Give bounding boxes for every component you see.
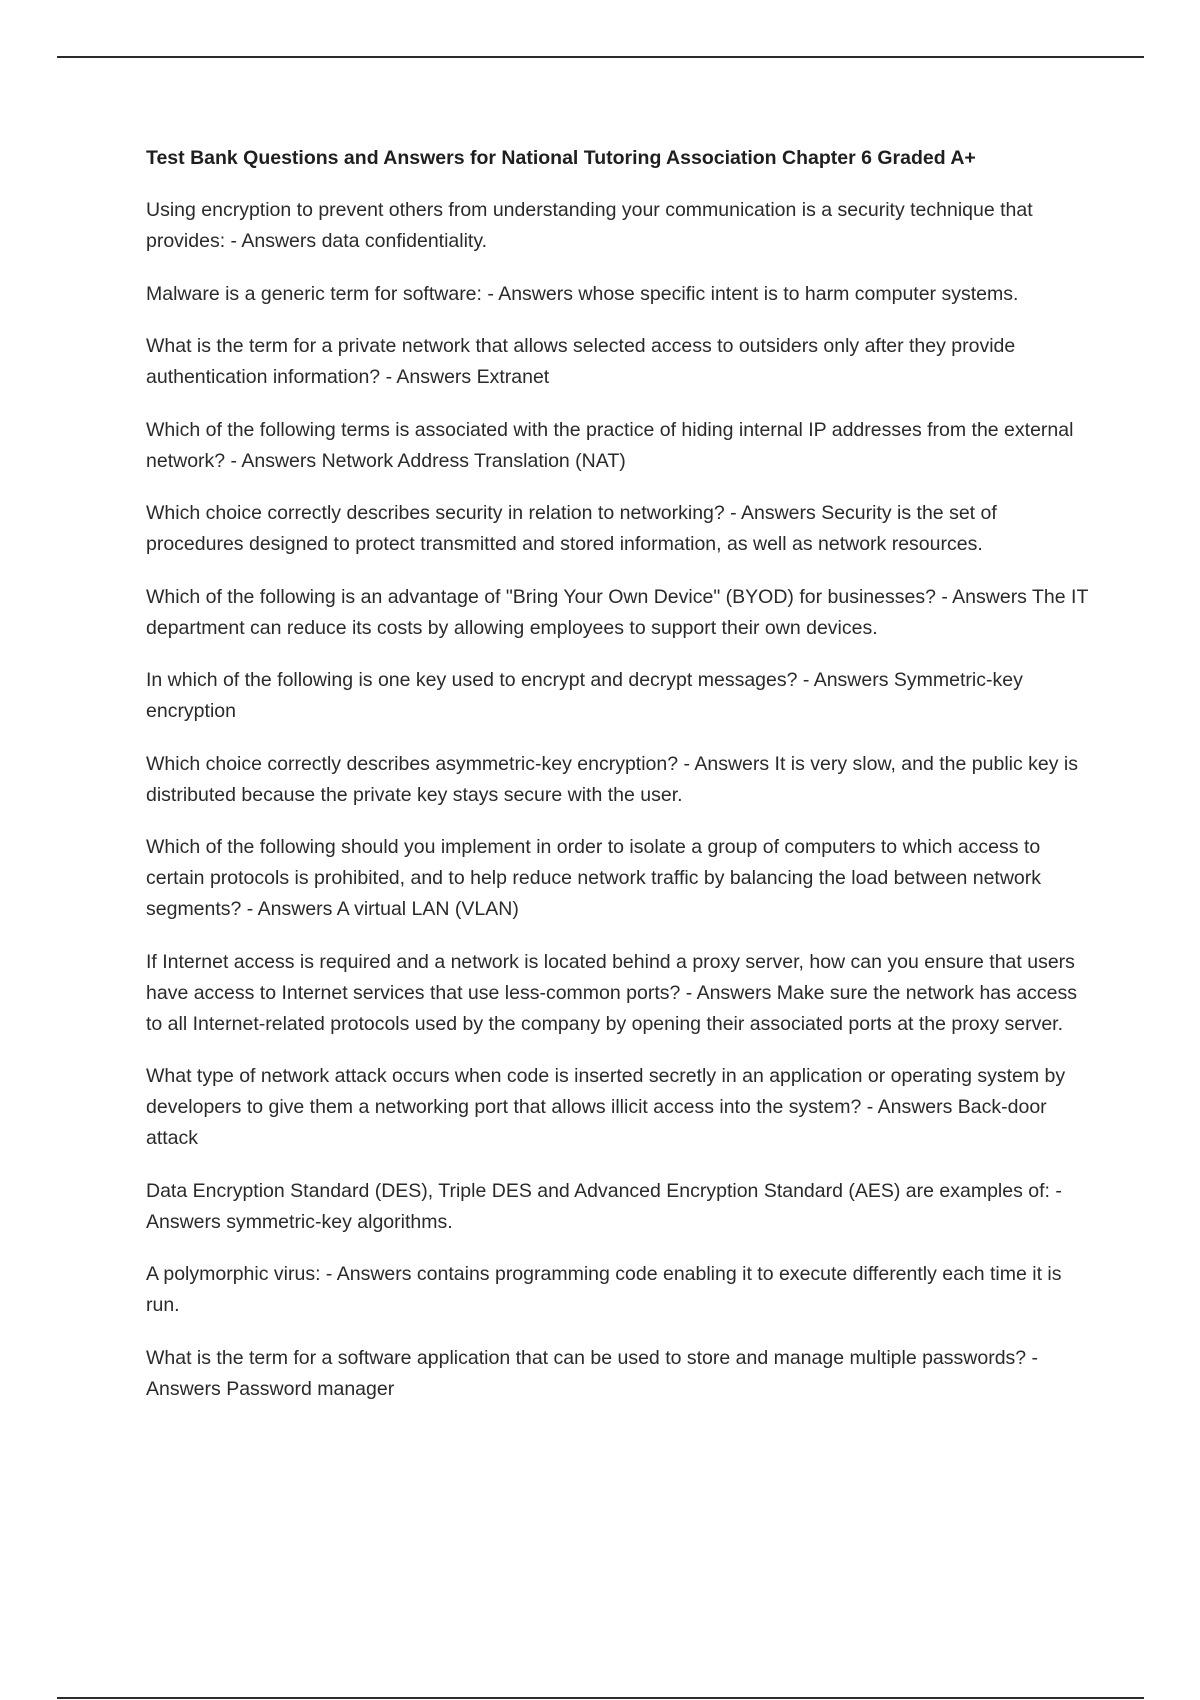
document-title: Test Bank Questions and Answers for National Tutoring Association Chapter 6 Graded A+	[146, 147, 976, 169]
qa-item-9: Which of the following should you implement in order to isolate a group of computers to which access to certain protocols is prohibited, and to help reduce network traffic by balancing the load between network segments? - Answers A virtual LAN (VLAN)	[146, 836, 1042, 920]
qa-item-6: Which of the following is an advantage of "Bring Your Own Device" (BYOD) for businesses? - Answers The IT department can reduce its costs by allowing employees to support their own devices.	[146, 585, 1088, 639]
qa-item-2: Malware is a generic term for software: - Answers whose specific intent is to harm computer systems.	[146, 282, 1019, 305]
top-rule	[57, 56, 1144, 58]
document-body	[146, 143, 1094, 1426]
qa-item-5: Which choice correctly describes security in relation to networking? - Answers Security is the set of procedures designed to protect transmitted and stored information, as well as network resources.	[146, 502, 997, 555]
qa-item-7: In which of the following is one key used to encrypt and decrypt messages? - Answers Symmetric-key encryption	[146, 669, 1023, 722]
qa-item-1: Using encryption to prevent others from understanding your communication is a security technique that provides: - Answers data confidentiality.	[146, 199, 1033, 252]
qa-item-4: Which of the following terms is associated with the practice of hiding internal IP addresses from the external network? - Answers Network Address Translation (NAT)	[146, 418, 1074, 472]
qa-item-13: A polymorphic virus: - Answers contains programming code enabling it to execute differently each time it is run.	[146, 1263, 1062, 1316]
qa-item-11: What type of network attack occurs when code is inserted secretly in an application or operating system by developers to give them a networking port that allows illicit access into the system? - Answers Back-door attack	[146, 1065, 1066, 1149]
qa-item-12: Data Encryption Standard (DES), Triple DES and Advanced Encryption Standard (AES) are examples of: - Answers symmetric-key algorithms.	[146, 1179, 1062, 1233]
qa-item-3: What is the term for a private network that allows selected access to outsiders only after they provide authentication information? - Answers Extranet	[146, 335, 1016, 388]
qa-item-8: Which choice correctly describes asymmetric-key encryption? - Answers It is very slow, and the public key is distributed because the private key stays secure with the user.	[146, 752, 1079, 806]
qa-item-14: What is the term for a software application that can be used to store and manage multiple passwords? - Answers Password manager	[146, 1346, 1039, 1400]
question-answer-list	[146, 195, 1094, 1405]
qa-item-10: If Internet access is required and a network is located behind a proxy server, how can you ensure that users have access to Internet services that use less-common ports? - Answers Make sure the network has access to all Internet-related protocols used by the company by opening their associated ports at the proxy server.	[146, 950, 1077, 1035]
bottom-rule	[57, 1697, 1144, 1699]
